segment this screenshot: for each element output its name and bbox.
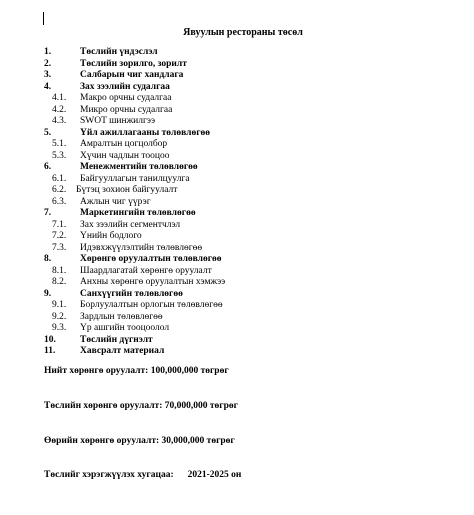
- toc-row: [0, 128, 474, 140]
- toc-number: 1.: [44, 47, 52, 57]
- toc-number: 9.: [44, 288, 52, 299]
- toc-row: [0, 289, 474, 301]
- toc-text: Үр ашгийн тооцоолол: [80, 323, 170, 333]
- toc-row: [0, 47, 474, 59]
- own-investment: Өөрийн хөрөнгө оруулалт: 30,000,000 төгрөг: [44, 436, 235, 446]
- toc-text: Салбарын чиг хандлага: [80, 70, 184, 80]
- toc-row: [0, 162, 474, 174]
- toc-text: Маркетингийн төлөвлөгөө: [80, 208, 196, 218]
- toc-text: Хөрөнгө оруулалтын төлөвлөгөө: [80, 254, 222, 264]
- toc-text: Идэвхжүүлэлтийн төлөвлөгөө: [80, 242, 203, 253]
- project-duration: [44, 470, 241, 480]
- toc-text: Төслийн дүгнэлт: [80, 334, 153, 345]
- toc-number: 9.2.: [52, 311, 67, 322]
- table-of-contents: [0, 47, 474, 358]
- toc-number: 4.2.: [52, 104, 67, 115]
- toc-number: 4.3.: [52, 116, 67, 126]
- toc-number: 8.2.: [52, 277, 67, 287]
- toc-text: Хавсралт материал: [80, 346, 165, 356]
- toc-row: [0, 139, 474, 151]
- toc-row: [0, 220, 474, 232]
- toc-number: 5.1.: [52, 139, 67, 149]
- text-cursor: [43, 12, 44, 25]
- toc-row: [0, 93, 474, 105]
- toc-text: Менежментийн төлөвлөгөө: [80, 162, 198, 172]
- toc-row: [0, 277, 474, 289]
- toc-number: 10.: [44, 334, 56, 345]
- toc-number: 7.1.: [52, 219, 67, 230]
- toc-text: Зардлын төлөвлөгөө: [80, 311, 163, 322]
- toc-row: [0, 59, 474, 71]
- toc-text: Амралтын цогцолбор: [80, 139, 168, 149]
- toc-number: 6.2.: [52, 185, 67, 195]
- duration-value: 2021-2025 он: [187, 470, 242, 480]
- toc-number: 4.: [44, 81, 52, 92]
- toc-number: 5.: [44, 127, 52, 138]
- toc-row: [0, 197, 474, 209]
- toc-row: [0, 346, 474, 358]
- toc-text: Зах зээлийн судалгаа: [80, 81, 170, 92]
- toc-number: 9.3.: [52, 323, 67, 333]
- toc-number: 9.1.: [52, 300, 67, 310]
- toc-text: Байгууллагын танилцуулга: [80, 173, 190, 184]
- toc-number: 7.: [44, 208, 52, 218]
- project-investment: Төслийн хөрөнгө оруулалт: 70,000,000 төгрөг: [44, 401, 238, 411]
- toc-text: Төслийн үндэслэл: [80, 47, 158, 57]
- toc-number: 7.2.: [52, 231, 67, 241]
- toc-text: Хүчин чадлын тооцоо: [80, 150, 170, 161]
- toc-text: Бүтэц зохион байгуулалт: [76, 185, 178, 195]
- toc-text: Анхны хөрөнгө оруулалтын хэмжээ: [80, 277, 226, 287]
- toc-row: [0, 174, 474, 186]
- toc-row: [0, 254, 474, 266]
- toc-text: SWOT шинжилгээ: [80, 116, 156, 126]
- toc-row: [0, 312, 474, 324]
- toc-text: Төслийн зорилго, зорилт: [80, 58, 187, 69]
- toc-number: 7.3.: [52, 242, 67, 253]
- toc-text: Микро орчны судалгаа: [80, 104, 173, 115]
- toc-number: 4.1.: [52, 93, 67, 103]
- toc-row: [0, 231, 474, 243]
- toc-row: [0, 70, 474, 82]
- total-investment: Нийт хөрөнгө оруулалт: 100,000,000 төгрөг: [44, 366, 229, 376]
- toc-row: [0, 82, 474, 94]
- toc-number: 5.3.: [52, 150, 67, 161]
- toc-text: Зах зээлийн сегментчлэл: [80, 219, 181, 230]
- toc-row: [0, 300, 474, 312]
- toc-text: Борлуулалтын орлогын төлөвлөгөө: [80, 300, 223, 310]
- toc-text: Шаардлагатай хөрөнгө оруулалт: [80, 265, 212, 276]
- toc-number: 8.1.: [52, 265, 67, 276]
- toc-row: [0, 151, 474, 163]
- toc-row: [0, 116, 474, 128]
- toc-number: 11.: [44, 346, 56, 356]
- toc-row: [0, 266, 474, 278]
- toc-text: Үйл ажиллагааны төлөвлөгөө: [80, 127, 211, 138]
- toc-row: [0, 208, 474, 220]
- toc-row: [0, 243, 474, 255]
- toc-row: [0, 105, 474, 117]
- document-title: Явуулын рестораны төсөл: [183, 27, 303, 38]
- toc-text: Ажлын чиг үүрэг: [80, 196, 151, 207]
- toc-text: Макро орчны судалгаа: [80, 93, 172, 103]
- toc-text: Санхүүгийн төлөвлөгөө: [80, 288, 183, 299]
- toc-number: 6.3.: [52, 196, 67, 207]
- toc-number: 2.: [44, 58, 52, 69]
- toc-row: [0, 185, 474, 197]
- toc-text: Үнийн бодлого: [80, 231, 142, 241]
- toc-number: 6.1.: [52, 173, 67, 184]
- duration-label: Төслийг хэрэгжүүлэх хугацаа:: [44, 470, 174, 480]
- toc-row: [0, 335, 474, 347]
- toc-number: 8.: [44, 254, 52, 264]
- toc-number: 3.: [44, 70, 52, 80]
- toc-number: 6.: [44, 162, 52, 172]
- toc-row: [0, 323, 474, 335]
